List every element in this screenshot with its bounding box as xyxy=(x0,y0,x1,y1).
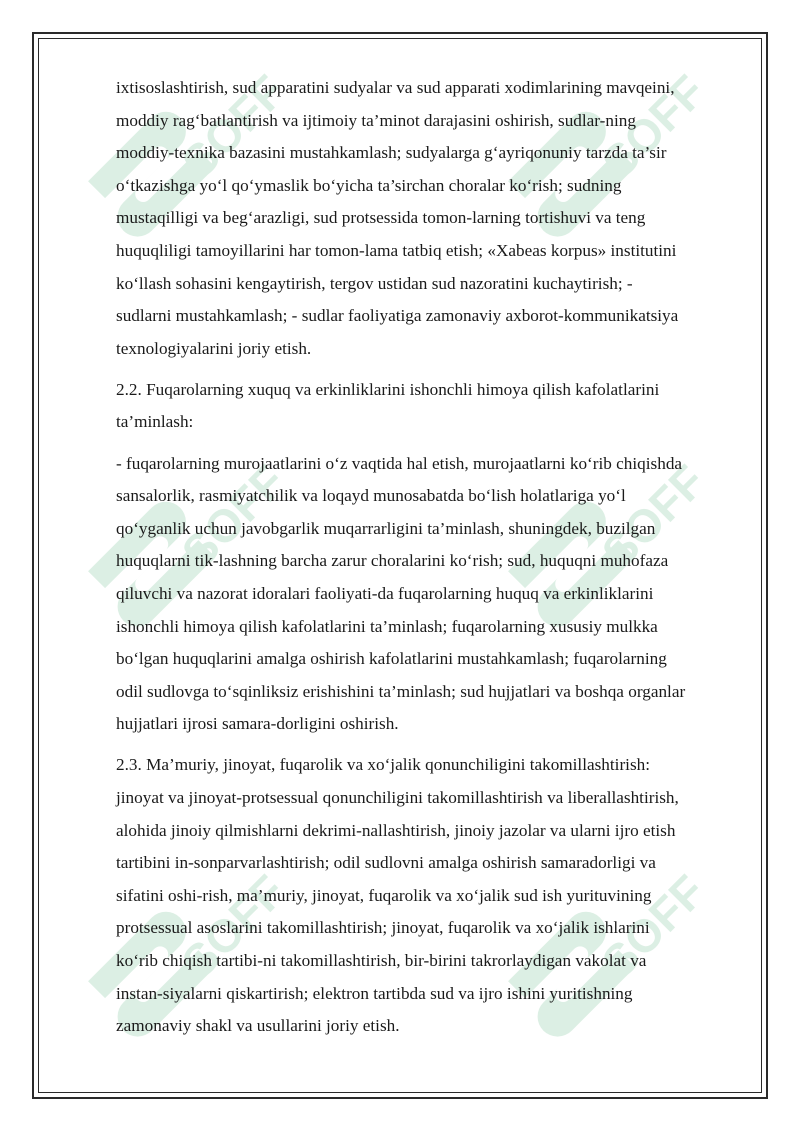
text-line: protsessual asoslarini takomillashtirish; jinoyat, fuqarolik va xo‘jalik ishlarini xyxy=(116,918,650,938)
text-line: moddiy-texnika bazasini mustahkamlash; sudyalarga g‘ayriqonuniy tarzda ta’sir xyxy=(116,143,667,163)
document-body xyxy=(116,72,742,1043)
text-line: 2.2. Fuqarolarning xuquq va erkinliklarini ishonchli himoya qilish kafolatlarini xyxy=(116,379,660,399)
text-line: mustaqilligi va beg‘arazligi, sud protsessida tomon-larning tortishuvi va teng xyxy=(116,208,646,228)
text-line: ko‘rib chiqish tartibi-ni takomillashtirish, bir-birini takrorlaydigan vakolat va xyxy=(116,950,647,970)
text-line: ixtisoslashtirish, sud apparatini sudyalar va sud apparati xodimlarining mavqeini, xyxy=(116,78,675,97)
text-line: zamonaviy shakl va usullarini joriy etish. xyxy=(116,1016,400,1036)
text-line: moddiy rag‘batlantirish va ijtimoiy ta’minot darajasini oshirish, sudlar-ning xyxy=(116,110,636,130)
text-line: huquqliligi tamoyillarini har tomon-lama tatbiq etish; «Xabeas korpus» institutini xyxy=(116,240,677,260)
text-line: 2.3. Ma’muriy, jinoyat, fuqarolik va xo‘jalik qonunchiligini takomillashtirish: xyxy=(116,755,651,775)
text-line: o‘tkazishga yo‘l qo‘ymaslik bo‘yicha ta’sirchan choralar ko‘rish; sudning xyxy=(116,175,622,195)
text-line: ta’minlash: xyxy=(116,412,194,432)
paragraph-legislation xyxy=(116,749,742,1042)
text-line: sansalorlik, rasmiyatchilik va loqayd munosabatda bo‘lish holatlariga yo‘l xyxy=(116,486,626,506)
paragraph-citizens-rights xyxy=(116,448,742,741)
text-line: huquqlarni tik-lashning barcha zarur choralarini ko‘rish; sud, huquqni muhofaza xyxy=(116,551,669,571)
section-heading-2-2 xyxy=(116,374,742,439)
text-line: sudlarni mustahkamlash; - sudlar faoliyatiga zamonaviy axborot-kommunikatsiya xyxy=(116,306,679,326)
svg-text:SOFF: SOFF xyxy=(171,64,296,189)
text-line: jinoyat va jinoyat-protsessual qonunchiligini takomillashtirish va liberallashtirish, xyxy=(116,787,679,807)
svg-text:SOFF: SOFF xyxy=(171,454,296,579)
text-line: bo‘lgan huquqlarini amalga oshirish kafolatlarini mustahkamlash; fuqarolarning xyxy=(116,649,667,669)
svg-text:SOFF: SOFF xyxy=(591,864,716,989)
text-line: tartibini in-sonparvarlashtirish; odil sudlovni amalga oshirish samaradorligi va xyxy=(116,853,656,873)
text-line: odil sudlovga to‘sqinliksiz erishishini ta’minlash; sud hujjatlari va boshqa organlar xyxy=(116,681,686,701)
text-line: - fuqarolarning murojaatlarini o‘z vaqtida hal etish, murojaatlarni ko‘rib chiqishda xyxy=(116,453,683,473)
text-line: ishonchli himoya qilish kafolatlarini ta’minlash; fuqarolarning xususiy mulkka xyxy=(116,616,658,636)
paragraph-courts xyxy=(116,72,742,365)
text-line: ko‘llash sohasini kengaytirish, tergov ustidan sud nazoratini kuchaytirish; - xyxy=(116,273,633,293)
text-line: hujjatlari ijrosi samara-dorligini oshirish. xyxy=(116,714,399,734)
text-line: qo‘yganlik uchun javobgarlik muqarrarligini ta’minlash, shuningdek, buzilgan xyxy=(116,518,656,538)
svg-text:SOFF: SOFF xyxy=(591,454,716,579)
text-line: qiluvchi va nazorat idoralari faoliyati-da fuqarolarning huquq va erkinliklarini xyxy=(116,583,654,603)
svg-text:SOFF: SOFF xyxy=(171,864,296,989)
text-line: texnologiyalarini joriy etish. xyxy=(116,338,312,358)
svg-text:SOFF: SOFF xyxy=(591,64,716,189)
text-line: sifatini oshi-rish, ma’muriy, jinoyat, fuqarolik va xo‘jalik sud ish yurituvining xyxy=(116,885,652,905)
text-line: instan-siyalarni qiskartirish; elektron tartibda sud va ijro ishini yuritishning xyxy=(116,983,633,1003)
text-line: alohida jinoiy qilmishlarni dekrimi-nallashtirish, jinoiy jazolar va ularni ijro etish xyxy=(116,820,676,840)
